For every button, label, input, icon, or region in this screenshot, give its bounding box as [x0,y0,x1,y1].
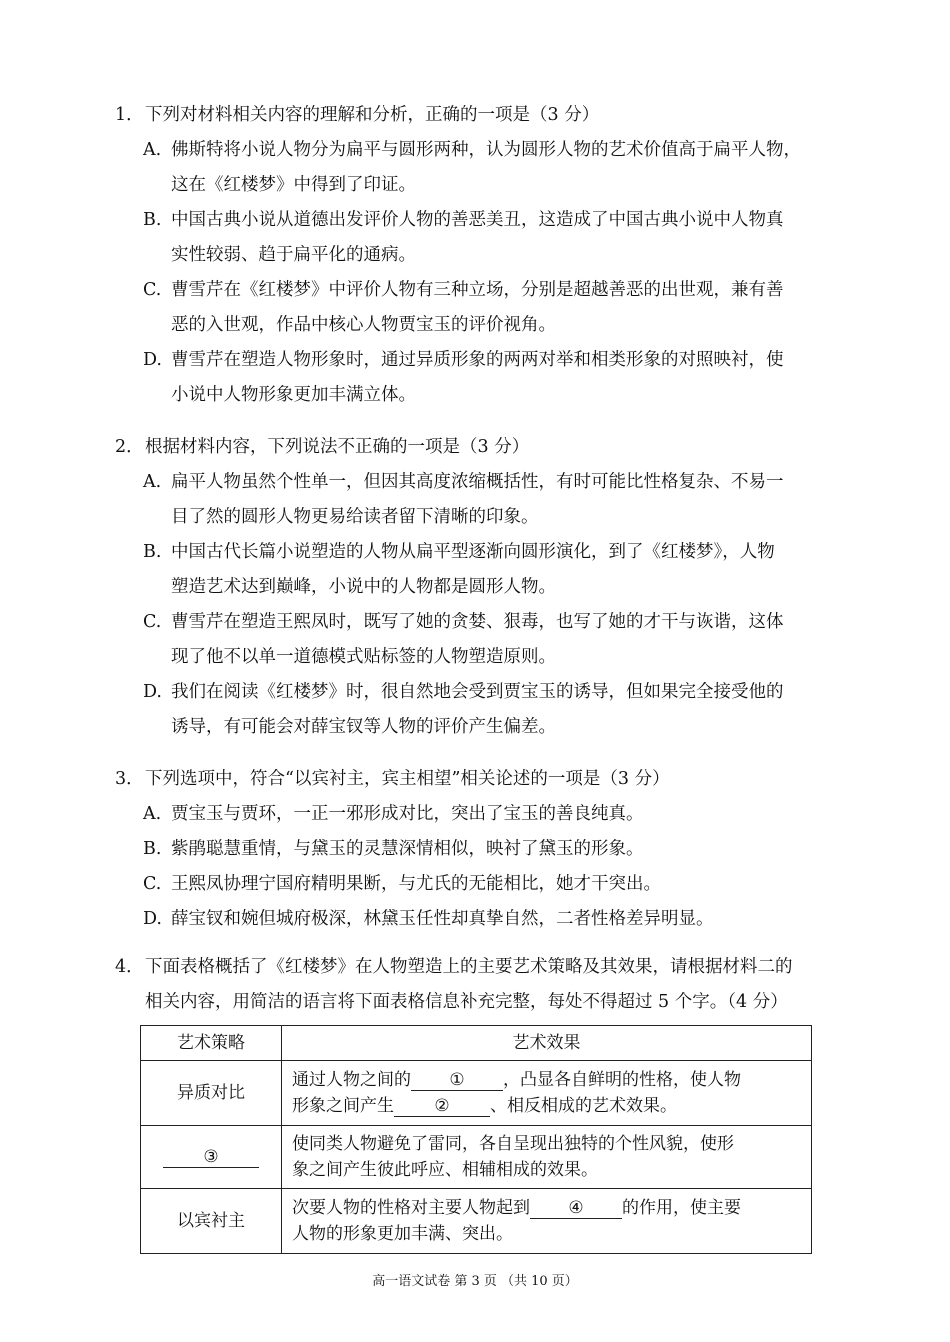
strategy-cell: 异质对比 [141,1061,282,1126]
option-d [115,902,855,937]
option-line: 诱导，有可能会对薛宝钗等人物的评价产生偏差。 [171,717,556,737]
question-2 [115,430,855,745]
effect-text: 象之间产生彼此呼应、相辅相成的效果。 [292,1160,598,1180]
effect-cell [282,1189,812,1254]
question-number: 2． [115,437,144,457]
question-number: 3． [115,769,144,789]
effect-cell [282,1061,812,1126]
option-c [115,605,855,675]
option-d [115,343,855,413]
option-line: 我们在阅读《红楼梦》时，很自然地会受到贾宝玉的诱导，但如果完全接受他的 [171,682,784,702]
effect-text: 人物的形象更加丰满、突出。 [292,1224,513,1244]
option-line: 王熙凤协理宁国府精明果断，与尤氏的无能相比，她才干突出。 [171,874,661,894]
effect-cell [282,1126,812,1189]
option-line: 塑造艺术达到巅峰，小说中的人物都是圆形人物。 [171,577,556,597]
question-stem [115,762,855,797]
option-line: 实性较弱、趋于扁平化的通病。 [171,245,416,265]
question-4 [115,950,855,1020]
option-line: 中国古代长篇小说塑造的人物从扁平型逐渐向圆形演化，到了《红楼梦》，人物 [171,542,775,562]
strategy-cell [141,1126,282,1189]
option-letter: A. [143,140,162,160]
option-line: 恶的入世观，作品中核心人物贾宝玉的评价视角。 [171,315,556,335]
option-line: 曹雪芹在《红楼梦》中评价人物有三种立场，分别是超越善恶的出世观，兼有善 [171,280,784,300]
option-line: 佛斯特将小说人物分为扁平与圆形两种，认为圆形人物的艺术价值高于扁平人物， [171,140,801,160]
strategy-table [140,1025,812,1254]
option-line: 紫鹃聪慧重情，与黛玉的灵慧深情相似，映衬了黛玉的形象。 [171,839,644,859]
question-stem [115,430,855,465]
option-b [115,535,855,605]
effect-text: 、相反相成的艺术效果。 [490,1096,677,1116]
table-header: 艺术效果 [282,1026,812,1061]
question-number: 1． [115,105,144,125]
question-number: 4． [115,957,144,977]
option-letter: D. [143,909,162,929]
option-b [115,832,855,867]
option-line: 薛宝钗和婉但城府极深，林黛玉任性却真挚自然，二者性格差异明显。 [171,909,714,929]
option-line: 扁平人物虽然个性单一，但因其高度浓缩概括性，有时可能比性格复杂、不易一 [171,472,784,492]
question-stem [115,950,855,1020]
option-letter: B. [143,839,162,859]
option-d [115,675,855,745]
option-a [115,133,855,203]
option-line: 小说中人物形象更加丰满立体。 [171,385,416,405]
option-c [115,273,855,343]
table-row [141,1061,812,1126]
table-header-row [141,1026,812,1061]
option-a [115,797,855,832]
option-letter: D. [143,350,162,370]
table-row [141,1189,812,1254]
question-text: 下列选项中，符合“以宾衬主，宾主相望”相关论述的一项是（3 分） [145,769,670,789]
option-line: 这在《红楼梦》中得到了印证。 [171,175,416,195]
option-letter: C. [143,612,162,632]
option-a [115,465,855,535]
question-stem [115,98,855,133]
question-text: 下面表格概括了《红楼梦》在人物塑造上的主要艺术策略及其效果，请根据材料二的 [145,957,793,977]
option-letter: B. [143,542,162,562]
question-text: 根据材料内容，下列说法不正确的一项是（3 分） [145,437,530,457]
table-row [141,1126,812,1189]
table-header: 艺术策略 [141,1026,282,1061]
answer-blank-4[interactable]: ④ [530,1198,622,1219]
option-letter: A. [143,804,162,824]
option-line: 曹雪芹在塑造人物形象时，通过异质形象的两两对举和相类形象的对照映衬，使 [171,350,784,370]
strategy-cell: 以宾衬主 [141,1189,282,1254]
option-letter: A. [143,472,162,492]
option-b [115,203,855,273]
option-line: 目了然的圆形人物更易给读者留下清晰的印象。 [171,507,539,527]
answer-blank-3[interactable]: ③ [163,1147,259,1168]
option-letter: C. [143,874,162,894]
answer-blank-2[interactable]: ② [394,1096,490,1117]
option-line: 贾宝玉与贾环，一正一邪形成对比，突出了宝玉的善良纯真。 [171,804,644,824]
question-text: 下列对材料相关内容的理解和分析，正确的一项是（3 分） [145,105,600,125]
option-letter: B. [143,210,162,230]
page-footer: 高一语文试卷 第 3 页 （共 10 页） [372,1274,578,1289]
option-line: 中国古典小说从道德出发评价人物的善恶美丑，这造成了中国古典小说中人物真 [171,210,784,230]
option-c [115,867,855,902]
effect-text: 的作用，使主要 [622,1198,741,1218]
option-letter: D. [143,682,162,702]
effect-text: 通过人物之间的 [292,1070,411,1090]
question-3 [115,762,855,937]
effect-text: 次要人物的性格对主要人物起到 [292,1198,530,1218]
question-1 [115,98,855,413]
effect-text: 形象之间产生 [292,1096,394,1116]
effect-text: 使同类人物避免了雷同，各自呈现出独特的个性风貌，使形 [292,1134,734,1154]
effect-text: ，凸显各自鲜明的性格，使人物 [503,1070,741,1090]
option-line: 现了他不以单一道德模式贴标签的人物塑造原则。 [171,647,556,667]
option-letter: C. [143,280,162,300]
answer-blank-1[interactable]: ① [411,1070,503,1091]
option-line: 曹雪芹在塑造王熙凤时，既写了她的贪婪、狠毒，也写了她的才干与诙谐，这体 [171,612,784,632]
question-text: 相关内容，用简洁的语言将下面表格信息补充完整，每处不得超过 5 个字。（4 分） [145,992,788,1012]
